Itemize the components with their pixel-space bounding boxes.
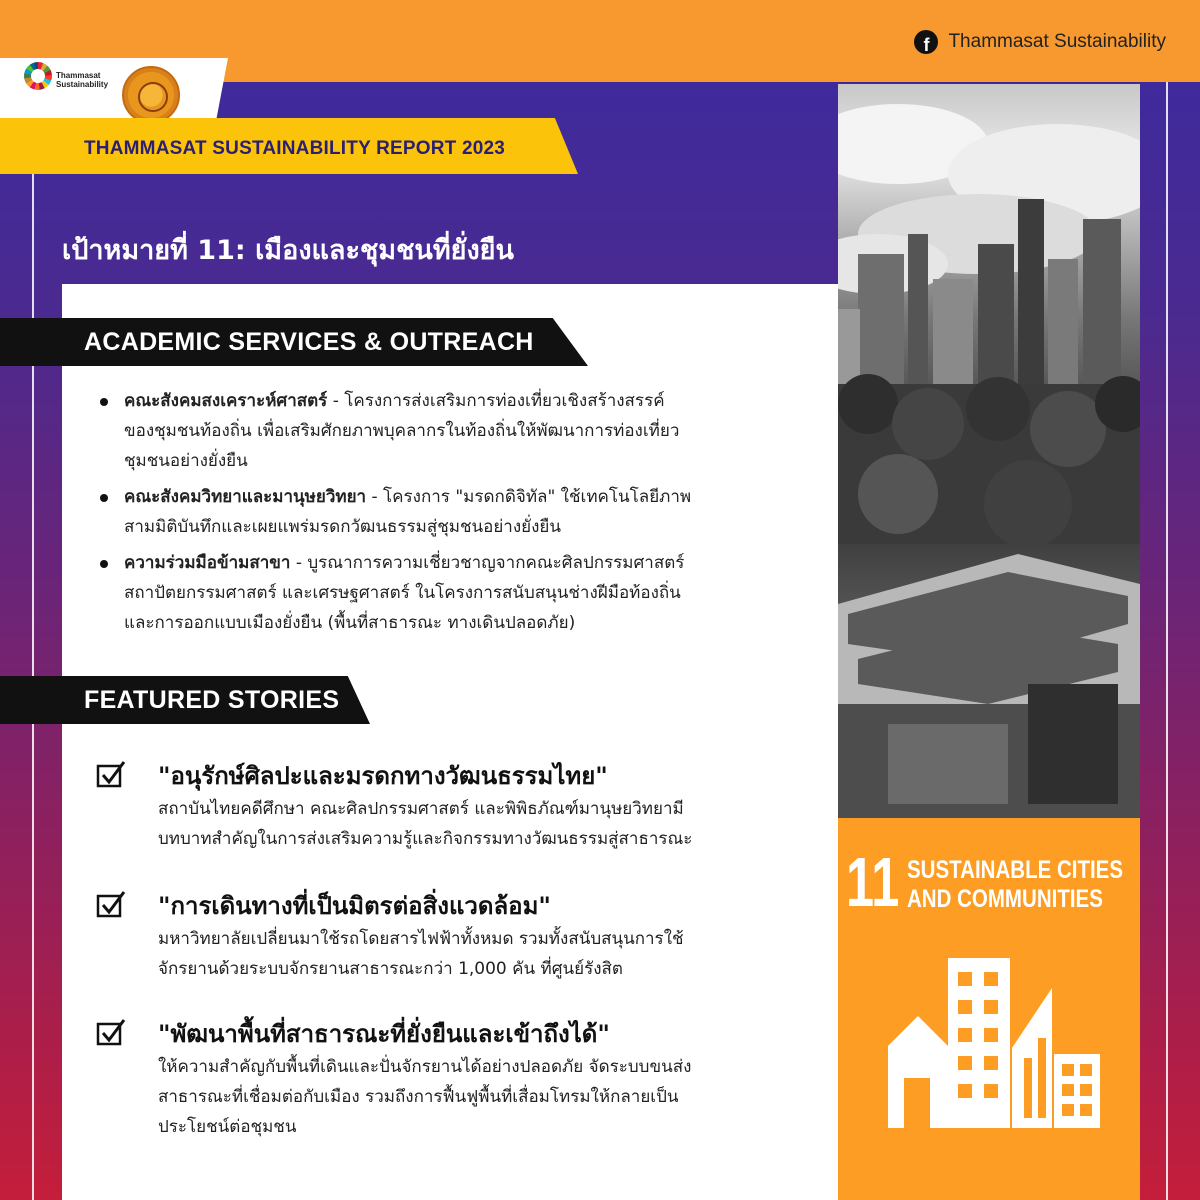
- page-title: เป้าหมายที่ 11: เมืองและชุมชนที่ยั่งยืน: [62, 235, 514, 266]
- featured-story: [96, 1014, 826, 1154]
- sdg-number: 11: [846, 843, 900, 921]
- sdg-wheel-icon: [24, 62, 52, 90]
- featured-story: [96, 886, 826, 986]
- city-buildings-icon: [884, 958, 1100, 1128]
- academic-section-heading: ACADEMIC SERVICES & OUTREACH: [84, 328, 534, 356]
- list-item: ความร่วมมือข้ามสาขา - บูรณาการความเชี่ยวชาญจากคณะศิลปกรรมศาสตร์ สถาปัตยกรรมศาสตร์ และเศรษฐศาสตร์ ในโครงการสนับสนุนช่างฝีมือท้องถิ่น และการออกแบบเมืองยั่งยืน (พื้นที่สาธารณะ ทางเดินปลอดภัย): [98, 548, 818, 638]
- report-title: THAMMASAT SUSTAINABILITY REPORT 2023: [84, 138, 506, 159]
- story-title: "การเดินทางที่เป็นมิตรต่อสิ่งแวดล้อม": [158, 892, 551, 920]
- facebook-icon: f: [914, 30, 938, 54]
- sdg-name: SUSTAINABLE CITIES AND COMMUNITIES: [907, 856, 1124, 913]
- city-skyline-image: [838, 84, 1140, 818]
- story-body: สถาบันไทยคดีศึกษา คณะศิลปกรรมศาสตร์ และพิพิธภัณฑ์มานุษยวิทยามี บทบาทสำคัญในการส่งเสริมความรู้และกิจกรรมทางวัฒนธรรมสู่สาธารณะ: [158, 799, 693, 849]
- story-title: "อนุรักษ์ศิลปะและมรดกทางวัฒนธรรมไทย": [158, 762, 608, 790]
- featured-section-heading: FEATURED STORIES: [84, 686, 340, 714]
- list-item: คณะสังคมสงเคราะห์ศาสตร์ - โครงการส่งเสริมการท่องเที่ยวเชิงสร้างสรรค์ ของชุมชนท้องถิ่น เพื่อเสริมศักยภาพบุคลากรในท้องถิ่นให้พัฒนาการท่องเที่ยว ชุมชนอย่างยั่งยืน: [98, 386, 818, 476]
- checkbox-icon: [96, 760, 126, 788]
- story-title: "พัฒนาพื้นที่สาธารณะที่ยั่งยืนและเข้าถึงได้": [158, 1020, 610, 1048]
- academic-list: [98, 386, 818, 640]
- facebook-link[interactable]: [914, 30, 1166, 54]
- thammasat-sustainability-logo: Thammasat Sustainability: [56, 71, 109, 89]
- list-item: คณะสังคมวิทยาและมานุษยวิทยา - โครงการ "มรดกดิจิทัล" ใช้เทคโนโลยีภาพ สามมิติบันทึกและเผยแพร่มรดกวัฒนธรรมสู่ชุมชนอย่างยั่งยืน: [98, 482, 818, 542]
- social-name: Thammasat Sustainability: [948, 31, 1166, 52]
- checkbox-icon: [96, 890, 126, 918]
- city-photo: [838, 84, 1140, 818]
- university-seal-icon: [122, 66, 180, 124]
- story-body: ให้ความสำคัญกับพื้นที่เดินและปั่นจักรยานได้อย่างปลอดภัย จัดระบบขนส่ง สาธารณะที่เชื่อมต่อกับเมือง รวมถึงการฟื้นฟูพื้นที่เสื่อมโทรมให้กลายเป็น ประโยชน์ต่อชุมชน: [158, 1057, 692, 1137]
- checkbox-icon: [96, 1018, 126, 1046]
- featured-story: [96, 756, 826, 856]
- frame-line-right: [1166, 82, 1168, 1200]
- story-body: มหาวิทยาลัยเปลี่ยนมาใช้รถโดยสารไฟฟ้าทั้งหมด รวมทั้งสนับสนุนการใช้ จักรยานด้วยระบบจักรยานสาธารณะกว่า 1,000 คัน ที่ศูนย์รังสิต: [158, 929, 684, 979]
